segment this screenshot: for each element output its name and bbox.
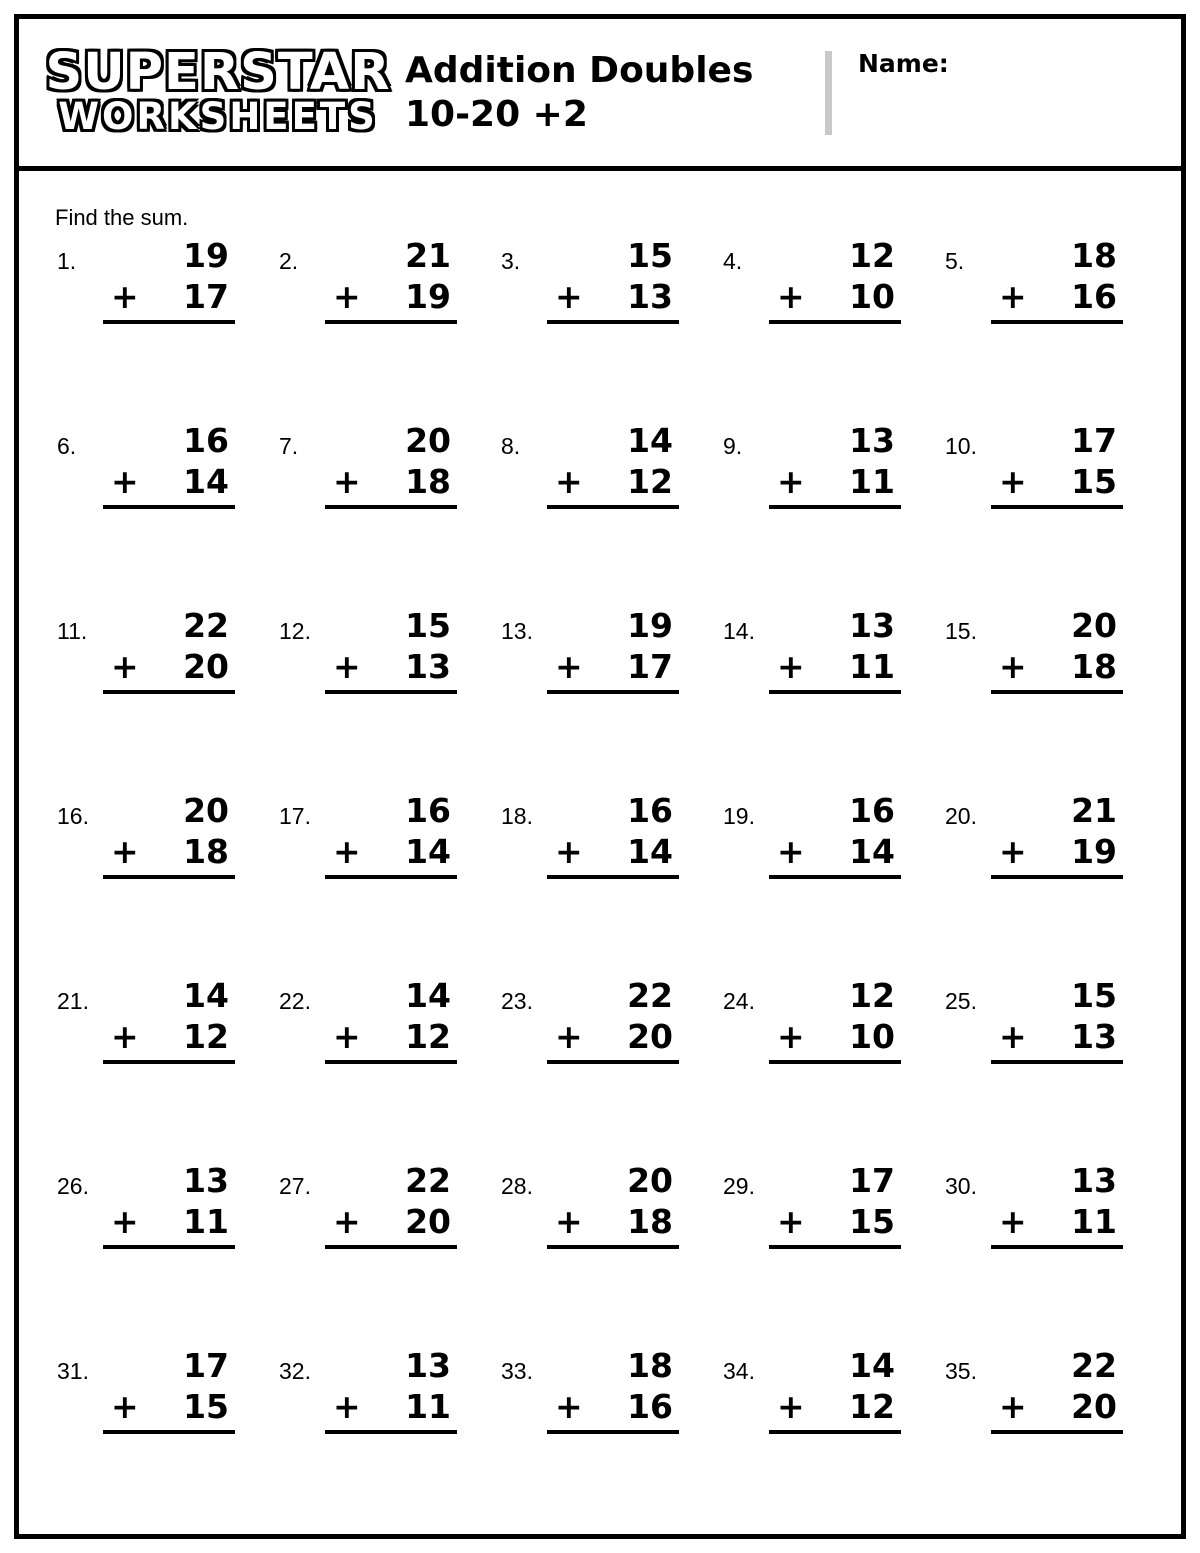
problem-item [933, 1346, 1155, 1534]
plus-operator: + [777, 831, 805, 871]
logo-line-1: SUPERSTAR [45, 43, 391, 103]
addend-top: 22 [627, 976, 673, 1015]
addend-bottom: 14 [849, 831, 895, 871]
problem-number: 23. [501, 988, 533, 1014]
problem-number: 8. [501, 433, 521, 459]
problem-item [933, 1161, 1155, 1349]
addend-top: 21 [1071, 791, 1117, 830]
problem-stack [325, 236, 457, 324]
answer-line[interactable] [325, 875, 457, 879]
addend-bottom-row [325, 644, 457, 685]
problem-item [267, 1346, 489, 1534]
addend-bottom: 13 [627, 276, 673, 316]
problem-item [711, 421, 933, 609]
addend-top: 17 [1071, 421, 1117, 460]
plus-operator: + [333, 1016, 361, 1056]
addend-top: 16 [849, 791, 895, 830]
addend-bottom: 11 [1071, 1201, 1117, 1241]
problem-stack [991, 1346, 1123, 1434]
problem-stack [769, 1346, 901, 1434]
addend-top: 16 [405, 791, 451, 830]
problem-number: 32. [279, 1358, 311, 1384]
problem-number: 2. [279, 248, 299, 274]
addend-bottom: 10 [849, 276, 895, 316]
title-line-2: 10-20 +2 [405, 93, 588, 135]
problem-stack [769, 606, 901, 694]
plus-operator: + [333, 831, 361, 871]
addend-top: 14 [627, 421, 673, 460]
addend-bottom: 14 [405, 831, 451, 871]
addend-bottom-row [991, 459, 1123, 500]
instruction-text: Find the sum. [55, 205, 189, 230]
problem-item [711, 791, 933, 979]
addend-top: 12 [849, 976, 895, 1015]
plus-operator: + [333, 276, 361, 316]
answer-line[interactable] [991, 320, 1123, 324]
problem-stack [547, 236, 679, 324]
addend-bottom-row [547, 459, 679, 500]
plus-operator: + [555, 1016, 583, 1056]
problem-number: 19. [723, 803, 755, 829]
problem-item [489, 606, 711, 794]
problem-number: 31. [57, 1358, 89, 1384]
problem-number: 13. [501, 618, 533, 644]
answer-line[interactable] [325, 1245, 457, 1249]
addend-bottom: 16 [1071, 276, 1117, 316]
addend-top: 13 [405, 1346, 451, 1385]
addend-top: 20 [183, 791, 229, 830]
addend-bottom: 11 [405, 1386, 451, 1426]
worksheet-body [19, 181, 1181, 1534]
plus-operator: + [333, 461, 361, 501]
problem-stack [769, 1161, 901, 1249]
addend-top: 14 [849, 1346, 895, 1385]
problem-stack [547, 606, 679, 694]
plus-operator: + [999, 831, 1027, 871]
addend-bottom: 13 [405, 646, 451, 686]
problem-item [45, 606, 267, 794]
addend-top: 14 [405, 976, 451, 1015]
plus-operator: + [777, 461, 805, 501]
problem-stack [325, 791, 457, 879]
plus-operator: + [555, 646, 583, 686]
addend-bottom-row [325, 274, 457, 315]
plus-operator: + [555, 1386, 583, 1426]
answer-line[interactable] [769, 875, 901, 879]
problem-item [489, 1346, 711, 1534]
problem-item [711, 236, 933, 424]
addend-top: 21 [405, 236, 451, 275]
problem-stack [103, 976, 235, 1064]
problem-stack [991, 976, 1123, 1064]
addend-top: 18 [627, 1346, 673, 1385]
answer-line[interactable] [325, 505, 457, 509]
addend-top: 16 [627, 791, 673, 830]
addend-bottom-row [325, 1384, 457, 1425]
addend-bottom: 20 [183, 646, 229, 686]
answer-line[interactable] [325, 320, 457, 324]
addend-top: 22 [183, 606, 229, 645]
answer-line[interactable] [547, 690, 679, 694]
header-divider [825, 51, 832, 135]
addend-top: 20 [1071, 606, 1117, 645]
problem-item [45, 976, 267, 1164]
problem-stack [991, 606, 1123, 694]
problem-item [267, 606, 489, 794]
problem-number: 33. [501, 1358, 533, 1384]
addend-bottom-row [991, 1014, 1123, 1055]
addend-top: 19 [183, 236, 229, 275]
answer-line[interactable] [991, 1245, 1123, 1249]
addend-bottom: 20 [405, 1201, 451, 1241]
problem-stack [325, 606, 457, 694]
answer-line[interactable] [769, 320, 901, 324]
addend-bottom: 20 [1071, 1386, 1117, 1426]
addend-bottom: 12 [849, 1386, 895, 1426]
answer-line[interactable] [325, 1430, 457, 1434]
addend-top: 19 [627, 606, 673, 645]
problem-stack [103, 421, 235, 509]
plus-operator: + [777, 276, 805, 316]
problem-number: 5. [945, 248, 965, 274]
problem-number: 4. [723, 248, 743, 274]
problem-number: 15. [945, 618, 977, 644]
plus-operator: + [333, 1386, 361, 1426]
addend-top: 15 [405, 606, 451, 645]
logo-line-2: WORKSHEETS [58, 95, 378, 139]
answer-line[interactable] [769, 505, 901, 509]
plus-operator: + [777, 1016, 805, 1056]
problem-stack [325, 1346, 457, 1434]
problem-item [267, 421, 489, 609]
plus-operator: + [111, 1201, 139, 1241]
addend-bottom-row [769, 644, 901, 685]
problem-item [933, 236, 1155, 424]
plus-operator: + [999, 461, 1027, 501]
addend-bottom: 20 [627, 1016, 673, 1056]
problem-number: 27. [279, 1173, 311, 1199]
addend-bottom: 15 [183, 1386, 229, 1426]
problem-item [489, 236, 711, 424]
addend-bottom: 18 [627, 1201, 673, 1241]
plus-operator: + [777, 646, 805, 686]
plus-operator: + [555, 831, 583, 871]
plus-operator: + [555, 1201, 583, 1241]
problem-item [45, 421, 267, 609]
addend-bottom-row [547, 1014, 679, 1055]
problem-stack [991, 421, 1123, 509]
plus-operator: + [111, 461, 139, 501]
answer-line[interactable] [103, 320, 235, 324]
addend-bottom-row [991, 829, 1123, 870]
plus-operator: + [999, 1201, 1027, 1241]
addend-bottom: 12 [183, 1016, 229, 1056]
addend-top: 13 [1071, 1161, 1117, 1200]
addend-bottom-row [547, 1199, 679, 1240]
plus-operator: + [333, 646, 361, 686]
plus-operator: + [111, 1386, 139, 1426]
problem-item [489, 976, 711, 1164]
plus-operator: + [111, 831, 139, 871]
addend-top: 22 [1071, 1346, 1117, 1385]
problem-number: 28. [501, 1173, 533, 1199]
plus-operator: + [999, 1016, 1027, 1056]
problem-stack [769, 791, 901, 879]
answer-line[interactable] [325, 1060, 457, 1064]
problem-number: 7. [279, 433, 299, 459]
answer-line[interactable] [103, 875, 235, 879]
problem-number: 21. [57, 988, 89, 1014]
addend-bottom: 17 [183, 276, 229, 316]
addend-bottom-row [103, 459, 235, 500]
answer-line[interactable] [991, 1430, 1123, 1434]
addend-bottom: 16 [627, 1386, 673, 1426]
addend-top: 20 [627, 1161, 673, 1200]
problem-item [45, 1346, 267, 1534]
addend-bottom: 13 [1071, 1016, 1117, 1056]
addend-bottom: 11 [183, 1201, 229, 1241]
problem-item [45, 236, 267, 424]
problem-number: 14. [723, 618, 755, 644]
addend-bottom-row [103, 829, 235, 870]
addend-bottom-row [769, 459, 901, 500]
answer-line[interactable] [547, 1245, 679, 1249]
addend-top: 14 [183, 976, 229, 1015]
addend-bottom: 19 [1071, 831, 1117, 871]
problem-stack [103, 1161, 235, 1249]
problem-stack [991, 1161, 1123, 1249]
problem-item [267, 236, 489, 424]
problem-stack [547, 1346, 679, 1434]
problem-stack [103, 1346, 235, 1434]
problem-item [489, 421, 711, 609]
answer-line[interactable] [103, 1060, 235, 1064]
plus-operator: + [999, 276, 1027, 316]
addend-bottom-row [103, 644, 235, 685]
answer-line[interactable] [991, 690, 1123, 694]
problem-stack [547, 1161, 679, 1249]
problem-item [711, 606, 933, 794]
problem-item [933, 976, 1155, 1164]
addend-bottom: 18 [1071, 646, 1117, 686]
problem-number: 12. [279, 618, 311, 644]
problem-stack [769, 421, 901, 509]
problem-stack [325, 976, 457, 1064]
answer-line[interactable] [769, 1060, 901, 1064]
problem-item [489, 1161, 711, 1349]
problem-stack [991, 236, 1123, 324]
problem-stack [769, 976, 901, 1064]
problem-stack [547, 421, 679, 509]
addend-bottom: 17 [627, 646, 673, 686]
problem-number: 17. [279, 803, 311, 829]
problem-number: 30. [945, 1173, 977, 1199]
problem-number: 11. [57, 618, 88, 644]
addend-bottom-row [325, 459, 457, 500]
addend-bottom-row [325, 1199, 457, 1240]
problem-number: 1. [57, 248, 77, 274]
answer-line[interactable] [325, 690, 457, 694]
problem-item [267, 1161, 489, 1349]
answer-line[interactable] [547, 320, 679, 324]
addend-bottom-row [103, 1199, 235, 1240]
addend-bottom: 18 [183, 831, 229, 871]
addend-top: 12 [849, 236, 895, 275]
plus-operator: + [999, 646, 1027, 686]
problem-number: 24. [723, 988, 755, 1014]
addend-bottom: 10 [849, 1016, 895, 1056]
plus-operator: + [555, 461, 583, 501]
page-title [399, 49, 819, 137]
answer-line[interactable] [991, 505, 1123, 509]
answer-line[interactable] [991, 875, 1123, 879]
plus-operator: + [111, 646, 139, 686]
problem-stack [325, 1161, 457, 1249]
addend-bottom: 15 [849, 1201, 895, 1241]
problem-stack [769, 236, 901, 324]
problem-item [933, 606, 1155, 794]
plus-operator: + [111, 276, 139, 316]
problem-item [933, 791, 1155, 979]
addend-bottom-row [769, 1014, 901, 1055]
problem-number: 26. [57, 1173, 89, 1199]
plus-operator: + [555, 276, 583, 316]
problem-item [711, 1346, 933, 1534]
addend-bottom-row [991, 1384, 1123, 1425]
addend-bottom: 12 [627, 461, 673, 501]
answer-line[interactable] [769, 690, 901, 694]
addend-bottom-row [547, 1384, 679, 1425]
addend-bottom-row [103, 1014, 235, 1055]
answer-line[interactable] [769, 1245, 901, 1249]
addend-bottom-row [991, 1199, 1123, 1240]
addend-bottom-row [103, 274, 235, 315]
addend-bottom: 19 [405, 276, 451, 316]
addend-bottom: 14 [627, 831, 673, 871]
problem-stack [103, 791, 235, 879]
addend-bottom-row [547, 644, 679, 685]
problem-number: 9. [723, 433, 743, 459]
plus-operator: + [777, 1386, 805, 1426]
addend-bottom-row [547, 274, 679, 315]
problem-item [45, 1161, 267, 1349]
problem-number: 20. [945, 803, 977, 829]
plus-operator: + [333, 1201, 361, 1241]
problem-number: 3. [501, 248, 521, 274]
problem-item [489, 791, 711, 979]
plus-operator: + [999, 1386, 1027, 1426]
answer-line[interactable] [103, 690, 235, 694]
addend-top: 18 [1071, 236, 1117, 275]
addend-top: 13 [183, 1161, 229, 1200]
problem-number: 10. [945, 433, 977, 459]
problem-number: 16. [57, 803, 89, 829]
answer-line[interactable] [103, 505, 235, 509]
plus-operator: + [111, 1016, 139, 1056]
problem-number: 6. [57, 433, 77, 459]
problem-stack [103, 236, 235, 324]
worksheet-header [19, 19, 1181, 171]
answer-line[interactable] [103, 1430, 235, 1434]
superstar-worksheets-logo [19, 43, 399, 139]
addend-top: 13 [849, 421, 895, 460]
problem-number: 34. [723, 1358, 755, 1384]
problem-number: 29. [723, 1173, 755, 1199]
problem-stack [991, 791, 1123, 879]
problem-item [933, 421, 1155, 609]
problem-stack [547, 976, 679, 1064]
addend-bottom-row [325, 1014, 457, 1055]
addend-bottom-row [769, 1199, 901, 1240]
title-line-1: Addition Doubles [405, 49, 754, 91]
addend-bottom-row [991, 644, 1123, 685]
addend-bottom-row [103, 1384, 235, 1425]
problem-stack [103, 606, 235, 694]
problem-stack [325, 421, 457, 509]
problem-number: 35. [945, 1358, 977, 1384]
problem-grid [45, 236, 1155, 1534]
answer-line[interactable] [547, 1430, 679, 1434]
addend-top: 20 [405, 421, 451, 460]
plus-operator: + [777, 1201, 805, 1241]
addend-bottom-row [769, 274, 901, 315]
addend-bottom: 18 [405, 461, 451, 501]
addend-bottom-row [769, 1384, 901, 1425]
addend-bottom: 11 [849, 461, 895, 501]
problem-item [267, 791, 489, 979]
addend-top: 17 [183, 1346, 229, 1385]
problem-stack [547, 791, 679, 879]
addend-top: 15 [627, 236, 673, 275]
addend-bottom: 11 [849, 646, 895, 686]
addend-top: 22 [405, 1161, 451, 1200]
addend-bottom-row [769, 829, 901, 870]
answer-line[interactable] [547, 875, 679, 879]
answer-line[interactable] [103, 1245, 235, 1249]
problem-number: 18. [501, 803, 533, 829]
addend-bottom: 12 [405, 1016, 451, 1056]
problem-item [267, 976, 489, 1164]
addend-top: 13 [849, 606, 895, 645]
addend-bottom: 14 [183, 461, 229, 501]
problem-number: 25. [945, 988, 977, 1014]
addend-top: 16 [183, 421, 229, 460]
addend-bottom-row [547, 829, 679, 870]
addend-top: 15 [1071, 976, 1117, 1015]
name-field-label: Name: [858, 49, 949, 78]
addend-bottom-row [325, 829, 457, 870]
answer-line[interactable] [769, 1430, 901, 1434]
problem-item [45, 791, 267, 979]
addend-top: 17 [849, 1161, 895, 1200]
problem-item [711, 1161, 933, 1349]
answer-line[interactable] [547, 1060, 679, 1064]
problem-number: 22. [279, 988, 311, 1014]
answer-line[interactable] [547, 505, 679, 509]
answer-line[interactable] [991, 1060, 1123, 1064]
addend-bottom: 15 [1071, 461, 1117, 501]
problem-item [711, 976, 933, 1164]
addend-bottom-row [991, 274, 1123, 315]
